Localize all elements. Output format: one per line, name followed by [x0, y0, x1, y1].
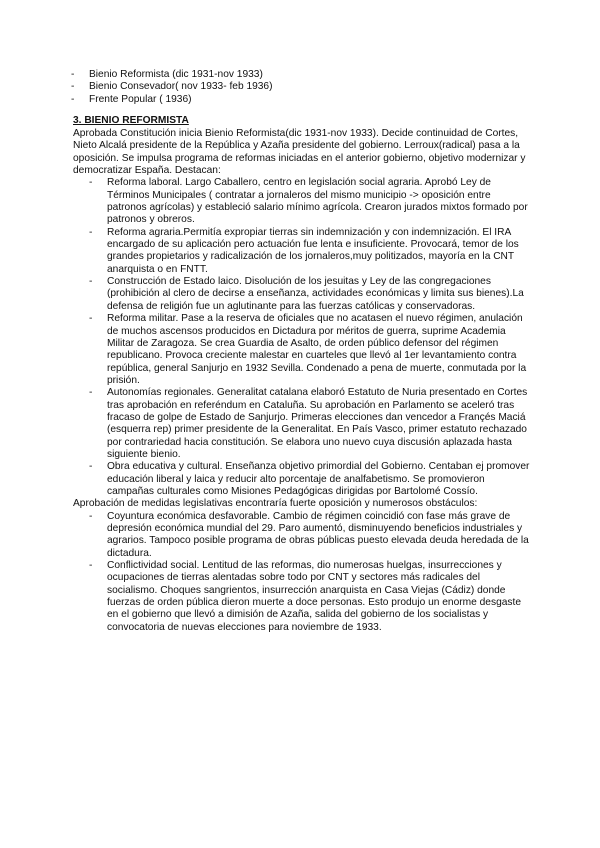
list-item	[71, 81, 551, 93]
bullet-dash: -	[89, 560, 93, 572]
period-list	[71, 69, 569, 106]
list-item	[89, 560, 531, 634]
list-item	[89, 227, 531, 276]
list-item-text: Reforma agraria.Permitía expropiar tierras sin indemnización y con indemnización. El IRA encargado de su aplicación pero actuación fue lenta e insuficiente. Provocará, temor de los grandes propietarios y radicalización de los jornaleros,muy politizados, mayoría en la CNT anarquista o en FNTT.	[107, 226, 519, 275]
bullet-dash: -	[71, 69, 75, 80]
bullet-dash: -	[89, 313, 93, 325]
bullet-dash: -	[89, 276, 93, 288]
bullet-dash: -	[89, 510, 93, 522]
section-heading: 3. BIENIO REFORMISTA	[73, 115, 189, 126]
list-item-text: Conflictividad social. Lentitud de las reformas, dio numerosas huelgas, insurrecciones y ocupaciones de tierras alentadas sobre todo por CNT y sectores más radicales del socialismo. Choques sangrientos, insurrección anarquista en Casa Viejas (Cádiz) donde fuerzas de orden pública dieron muerte a doce personas. Esto produjo un enorme desgaste en el gobierno que llevó a dimisión de Azaña, salida del gobierno de los socialistas y convocatoria de nuevas elecciones para noviembre de 1933.	[107, 560, 521, 633]
bullet-dash: -	[71, 81, 75, 93]
obstacles-paragraph: Aprobación de medidas legislativas encontraría fuerte oposición y numerosos obstáculos:	[73, 498, 478, 510]
list-item	[89, 461, 531, 498]
list-item	[89, 177, 531, 226]
list-item-text: Obra educativa y cultural. Enseñanza objetivo primordial del Gobierno. Centaban ej promover educación liberal y laica y reducir alto porcentaje de analfabetismo. Se promovieron campañas culturales como Misiones Pedagógicas dirigidas por Bartolomé Cossío.	[107, 461, 530, 497]
bullet-dash: -	[89, 177, 93, 189]
reforms-list	[73, 177, 531, 498]
list-item	[89, 276, 531, 313]
list-item-text: Bienio Consevador( nov 1933- feb 1936)	[89, 81, 273, 93]
bullet-dash: -	[89, 226, 93, 238]
list-item-text: Autonomías regionales. Generalitat catalana elaboró Estatuto de Nuria presentado en Cortes tras aprobación en referéndum en Cataluña. Su aprobación en Parlamento se aceleró tras fracaso de golpe de Estado de Sanjurjo. Primeras elecciones dan vencedor a Françés Maciá (esquerra rep) primer presidente de la Generalitat. En País Vasco, primer estatuto rechazado por contrariedad hacia constitución. Se elabora uno nuevo cuya discusión aplazada hasta siguiente bienio.	[107, 387, 528, 460]
bullet-dash: -	[71, 93, 75, 105]
list-item	[89, 313, 531, 387]
list-item-text: Construcción de Estado laico. Disolución de los jesuitas y Ley de las congregaciones (prohibición al clero de decirse a enseñanza, actividades económicas y limita sus bienes).La defensa de religión fue un aglutinante para las fuerzas católicas y conservadoras.	[107, 276, 524, 312]
section-body	[73, 128, 531, 634]
intro-paragraph: Aprobada Constitución inicia Bienio Reformista(dic 1931-nov 1933). Decide continuidad de Cortes, Nieto Alcalá presidente de la República y Azaña presidente del gobierno. Lerroux(radical) pasa a la oposición. Se impulsa programa de reformas iniciadas en el anterior gobierno, objetivo modernizar y democratizar España. Destacan:	[73, 128, 526, 177]
list-item	[89, 387, 531, 461]
bullet-dash: -	[89, 461, 93, 473]
list-item-text: Coyuntura económica desfavorable. Cambio de régimen coincidió con fase más grave de depresión económica mundial del 29. Paro aumentó, disminuyendo beneficios industriales y agrarios. Tampoco posible programa de obras públicas puesto elevada deuda heredada de la dictadura.	[107, 510, 529, 559]
bullet-dash: -	[89, 387, 93, 399]
list-item	[71, 69, 551, 81]
list-item	[71, 94, 551, 106]
list-item-text: Reforma militar. Pase a la reserva de oficiales que no acatasen el nuevo régimen, anulación de muchos ascensos producidos en Dictadura por méritos de guerra, suprime Academia Militar de Zaragoza. Se crea Guardia de Asalto, de orden público defensor del régimen republicano. Provoca creciente malestar en cuarteles que llevó al 1er levantamiento contra república, general Sanjurjo en 1932 Sevilla. Condenado a pena de muerte, conmutada por la prisión.	[107, 313, 527, 386]
obstacles-list	[73, 511, 531, 634]
list-item-text: Frente Popular ( 1936)	[89, 93, 192, 105]
list-item	[89, 511, 531, 560]
list-item-text: Bienio Reformista (dic 1931-nov 1933)	[89, 69, 263, 80]
list-item-text: Reforma laboral. Largo Caballero, centro en legislación social agraria. Aprobó Ley de Términos Municipales ( contratar a jornaleros del mismo municipio -> oposición entre patronos agrícolas) y estableció salario mínimo agrícola. Crearon jurados mixtos formado por patronos y obreros.	[107, 177, 528, 226]
